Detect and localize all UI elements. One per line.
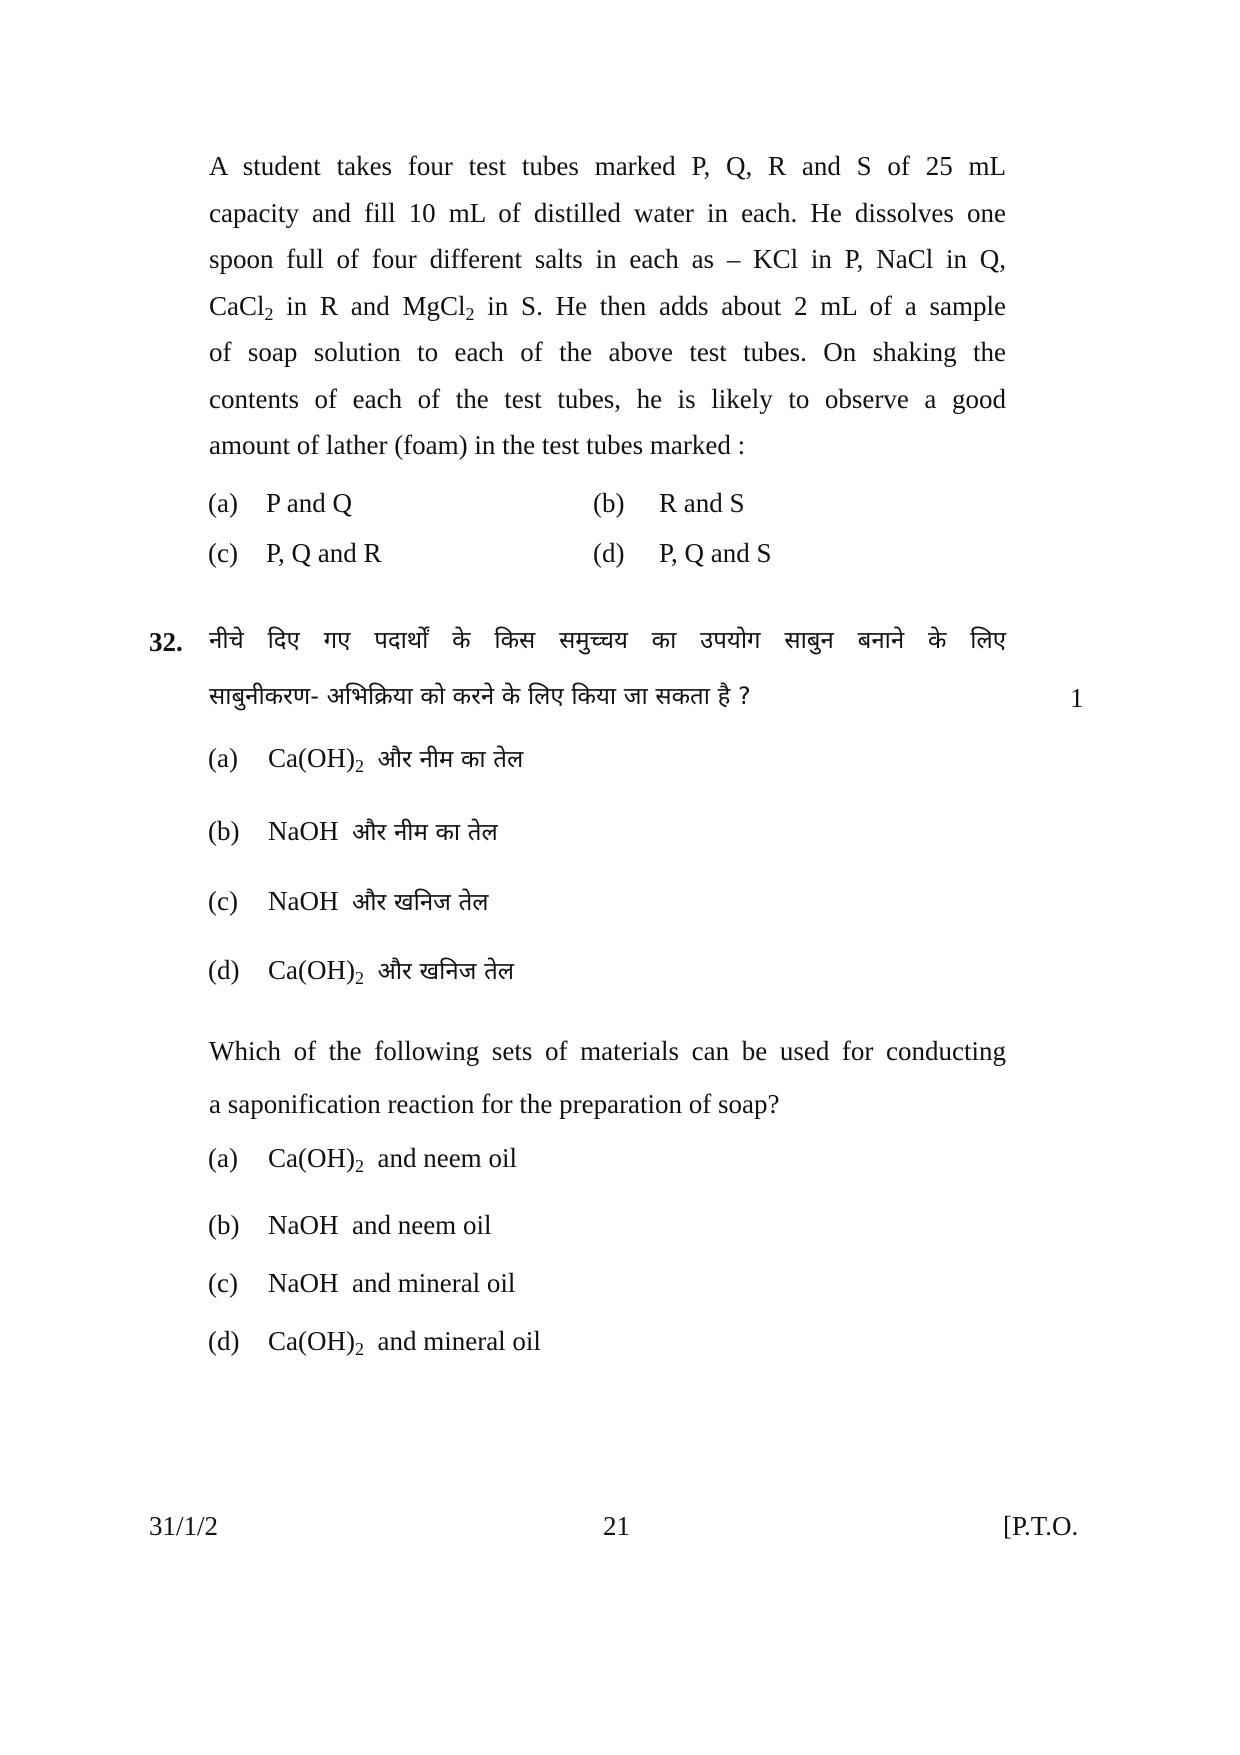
option-label: (c) (208, 538, 238, 568)
q32-hindi-option-b (208, 815, 498, 848)
q32-hindi-line: साबुनीकरण- अभिक्रिया को करने के लिए किया जा सकता है ? (209, 682, 751, 710)
chemical-formula: $Ca(OH)_2$ (268, 743, 364, 776)
q32-hindi-option-a (208, 742, 523, 775)
q32-english-option-d (208, 1325, 541, 1357)
chemical-formula: $Ca(OH)_2$ (268, 1143, 364, 1176)
option-label: (c) (208, 886, 238, 916)
option-text: और खनिज तेल (351, 888, 489, 916)
option-label: (d) (593, 538, 625, 568)
q32-english-option-b (208, 1209, 491, 1241)
option-label: (c) (208, 1268, 238, 1298)
chemical-formula: NaOH (268, 886, 339, 916)
option-text: P, Q and R (266, 538, 382, 568)
chemical-formula: NaOH (268, 1268, 339, 1298)
q31-line: capacity and fill 10 mL of distilled water in each. He dissolves one (209, 197, 1006, 228)
chemical-formula: $Ca(OH)_2$ (268, 955, 364, 988)
option-text: R and S (659, 488, 745, 518)
option-text: and mineral oil (377, 1326, 541, 1356)
q31-option-b (593, 487, 745, 519)
q31-option-c (208, 537, 382, 569)
option-label: (d) (208, 955, 240, 985)
option-label: (b) (593, 488, 625, 518)
q32-english-line: Which of the following sets of materials can be used for conducting (209, 1036, 1006, 1066)
chemical-formula: $Ca(OH)_2$ (268, 1326, 364, 1359)
option-text: और नीम का तेल (351, 818, 498, 846)
q32-hindi-line: नीचे दिए गए पदार्थों के किस समुच्चय का उपयोग साबुन बनाने के लिए (209, 626, 1006, 654)
q32-english-paragraph (209, 1025, 1006, 1131)
chemical-formula: NaOH (268, 1210, 339, 1240)
option-text: and neem oil (377, 1143, 517, 1173)
q31-line: A student takes four test tubes marked P, Q, R and S of 25 mL (209, 151, 1006, 181)
page-number: 21 (603, 1511, 630, 1541)
option-label: (b) (208, 1210, 240, 1240)
option-text: और नीम का तेल (377, 745, 524, 773)
paper-code: 31/1/2 (149, 1511, 219, 1541)
option-label: (a) (208, 1143, 238, 1173)
q31-line: amount of lather (foam) in the test tubes marked : (209, 430, 746, 460)
q31-line: CaCl$_2$ in R and MgCl$_2$ in S. He then adds about 2 mL of a sample (209, 290, 1006, 324)
q31-line: of soap solution to each of the above test tubes. On shaking the (209, 337, 1006, 367)
pto-note: [P.T.O. (1003, 1511, 1079, 1541)
q32-english-line: a saponification reaction for the preparation of soap? (209, 1089, 780, 1119)
q31-option-a (208, 487, 352, 519)
option-label: (a) (208, 743, 238, 773)
q31-option-d (593, 537, 772, 569)
question-number: 32. (149, 627, 183, 657)
marks: 1 (1070, 683, 1084, 713)
q31-line: spoon full of four different salts in each as – KCl in P, NaCl in Q, (209, 244, 1006, 274)
q32-english-option-a (208, 1142, 517, 1174)
option-text: P, Q and S (659, 538, 772, 568)
q31-paragraph (209, 143, 1006, 469)
q31-line: contents of each of the test tubes, he is likely to observe a good (209, 383, 1006, 414)
option-text: P and Q (266, 488, 352, 518)
option-label: (a) (208, 488, 238, 518)
chemical-formula: NaOH (268, 816, 339, 846)
option-text: and mineral oil (351, 1268, 516, 1298)
q32-hindi-option-c (208, 885, 489, 918)
q32-english-option-c (208, 1267, 515, 1299)
q32-hindi-option-d (208, 954, 514, 987)
option-label: (d) (208, 1326, 240, 1356)
option-text: and neem oil (351, 1210, 492, 1240)
option-label: (b) (208, 816, 240, 846)
option-text: और खनिज तेल (377, 957, 515, 985)
